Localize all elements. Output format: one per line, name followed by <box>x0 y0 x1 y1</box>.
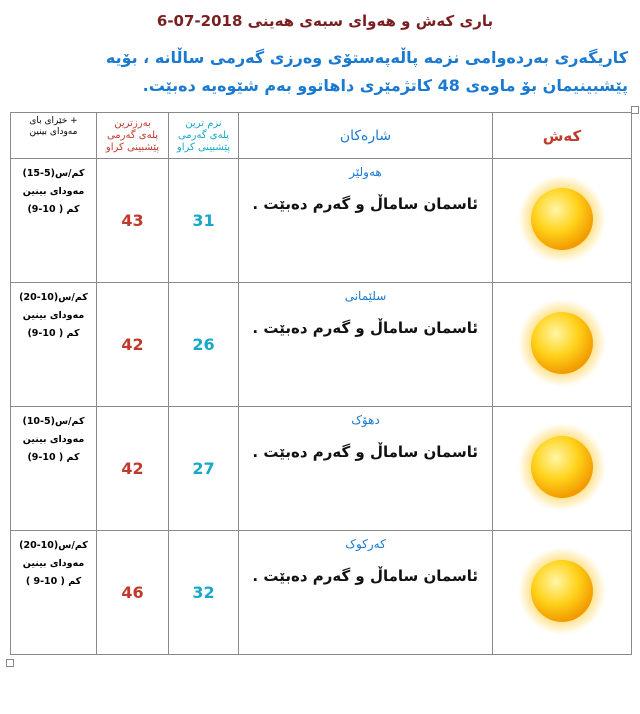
weather-icon-cell <box>493 283 632 407</box>
sun-icon <box>517 174 607 264</box>
city-name: سلێمانی <box>344 289 387 303</box>
table-resize-handle[interactable] <box>6 659 14 667</box>
header-min-line1: نزم ترین <box>185 117 222 129</box>
visibility-range: (9-10 ) کم <box>27 204 80 215</box>
city-cell <box>239 531 493 655</box>
header-max-temp <box>97 113 169 159</box>
header-min-line3: پێشبینی کراو <box>176 141 231 153</box>
forecast-date: 2018-07-6 <box>156 12 243 30</box>
weather-icon-cell <box>493 531 632 655</box>
table-row <box>11 531 632 655</box>
min-temp: 31 <box>169 159 239 283</box>
wind-visibility-cell <box>11 531 97 655</box>
max-temp: 42 <box>97 407 169 531</box>
table-move-handle[interactable] <box>631 106 639 114</box>
min-temp: 26 <box>169 283 239 407</box>
header-cities: شارەکان <box>239 113 493 159</box>
header-wind-visibility <box>11 113 97 159</box>
visibility-label: مەودای بینین <box>22 558 85 569</box>
wind-speed: (10-5)کم/س <box>22 416 85 427</box>
city-cell <box>239 159 493 283</box>
weather-icon-cell <box>493 159 632 283</box>
header-min-temp <box>169 113 239 159</box>
weather-description: ئاسمان ساماڵ و گەرم دەبێت . <box>252 443 478 461</box>
header-wind-line1: خێرای بای + <box>29 116 78 126</box>
city-name: هەولێر <box>349 165 382 179</box>
header-max-line3: پێشبینی کراو <box>105 141 160 153</box>
header-max-line1: بەرزترین <box>114 117 151 129</box>
max-temp: 43 <box>97 159 169 283</box>
table-row <box>11 407 632 531</box>
summary-line-2: پێشبینیمان بۆ ماوەی 48 کاتژمێری داهاتوو بەم شێوەیە دەبێت. <box>142 76 628 95</box>
visibility-range: ( 9-10 ) کم <box>25 576 82 587</box>
visibility-label: مەودای بینین <box>22 186 85 197</box>
wind-visibility-cell <box>11 159 97 283</box>
table-row <box>11 283 632 407</box>
min-temp: 32 <box>169 531 239 655</box>
wind-speed: (20-10)کم/س <box>19 540 88 551</box>
city-cell <box>239 407 493 531</box>
visibility-range: (9-10 ) کم <box>27 452 80 463</box>
visibility-label: مەودای بینین <box>22 310 85 321</box>
sun-icon <box>517 546 607 636</box>
sun-icon <box>517 422 607 512</box>
wind-visibility-cell <box>11 407 97 531</box>
header-max-line2: پلەی گەرمی <box>106 129 159 141</box>
visibility-range: (9-10 ) کم <box>27 328 80 339</box>
wind-speed: (15-5)کم/س <box>22 168 85 179</box>
title-text: باری کەش و هەوای سبەی هەینی <box>247 12 494 30</box>
table-header-row <box>11 113 632 159</box>
city-name: کەرکوک <box>345 537 386 551</box>
forecast-table <box>10 112 632 655</box>
weather-description: ئاسمان ساماڵ و گەرم دەبێت . <box>252 567 478 585</box>
table-row <box>11 159 632 283</box>
visibility-label: مەودای بینین <box>22 434 85 445</box>
header-min-line2: پلەی گەرمی <box>177 129 230 141</box>
wind-speed: (20-10)کم/س <box>19 292 88 303</box>
min-temp: 27 <box>169 407 239 531</box>
header-weather: کەش <box>493 113 632 159</box>
summary-line-1: کاریگەری بەردەوامی نزمە پاڵەپەستۆی وەرزی گەرمی ساڵانە ، بۆیە <box>105 48 628 67</box>
max-temp: 42 <box>97 283 169 407</box>
weather-description: ئاسمان ساماڵ و گەرم دەبێت . <box>252 319 478 337</box>
header-wind-line2: مەودای بینین <box>29 127 78 137</box>
forecast-title <box>0 12 640 30</box>
weather-icon-cell <box>493 407 632 531</box>
weather-description: ئاسمان ساماڵ و گەرم دەبێت . <box>252 195 478 213</box>
city-name: دهۆک <box>351 413 380 427</box>
city-cell <box>239 283 493 407</box>
sun-icon <box>517 298 607 388</box>
wind-visibility-cell <box>11 283 97 407</box>
forecast-summary <box>16 44 628 100</box>
max-temp: 46 <box>97 531 169 655</box>
